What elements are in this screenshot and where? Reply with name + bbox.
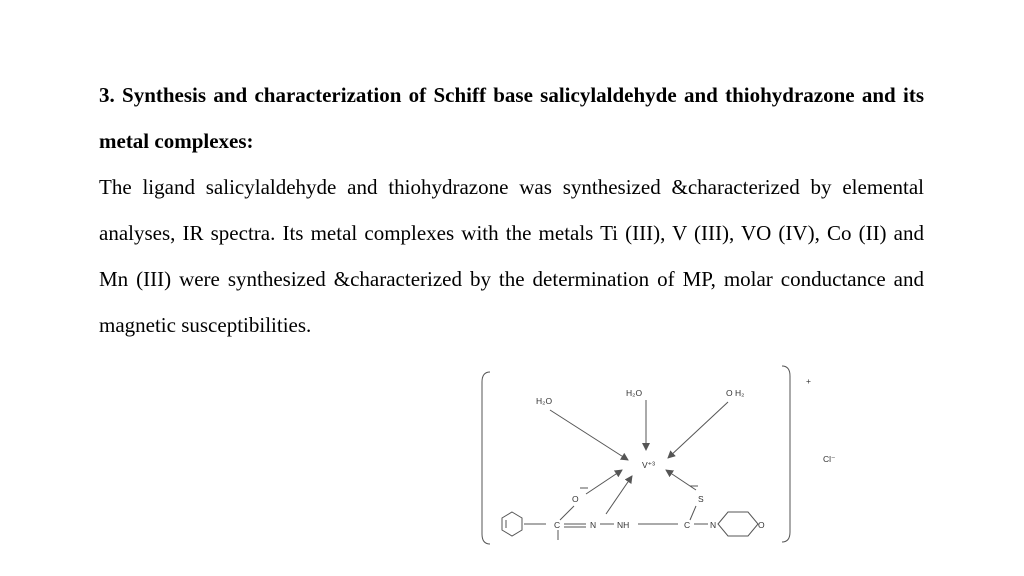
water-ligand-right: O H₂ <box>726 388 745 398</box>
nitrogen-label-2: N <box>710 520 717 530</box>
arrow-oxygen <box>586 470 622 494</box>
nitrogen-label-1: N <box>590 520 597 530</box>
arrow-sulfur <box>666 470 696 490</box>
sulfur-label: S <box>698 494 704 504</box>
slide-content <box>99 72 924 348</box>
nh-label: NH <box>617 520 630 530</box>
water-ligand-top: H₂O <box>626 388 643 398</box>
bond-oxygen-c <box>560 506 574 520</box>
oxygen-label: O <box>572 494 579 504</box>
complex-structure-diagram <box>478 362 848 552</box>
counter-ion-label: Cl⁻ <box>823 454 836 464</box>
arrow-right-water <box>668 402 728 458</box>
morpholine-oxygen-label: O <box>758 520 765 530</box>
bond-sulfur-c <box>690 506 696 520</box>
carbon-label-2: C <box>684 520 691 530</box>
section-paragraph: The ligand salicylaldehyde and thiohydrazone was synthesized &characterized by elemental analyses, IR spectra. Its metal complexes with the metals Ti (III), V (III), VO (IV), Co (II) and Mn (III) were synthesized &characterized by the determination of MP, molar conductance and magnetic susceptibilities. <box>99 175 924 337</box>
left-bracket <box>482 372 490 544</box>
section-heading: 3. Synthesis and characterization of Schiff base salicylaldehyde and thiohydrazone and its metal complexes: <box>99 83 924 153</box>
charge-plus: + <box>806 376 811 386</box>
water-ligand-left: H₂O <box>536 396 553 406</box>
complex-structure-figure <box>478 362 848 552</box>
arrow-nitrogen <box>606 476 632 514</box>
morpholine-ring <box>718 512 758 536</box>
metal-center-label: V⁺³ <box>642 460 655 470</box>
right-bracket <box>782 366 790 542</box>
carbon-label-1: C <box>554 520 561 530</box>
arrow-left-water <box>550 410 628 460</box>
phenyl-ring <box>502 512 522 536</box>
